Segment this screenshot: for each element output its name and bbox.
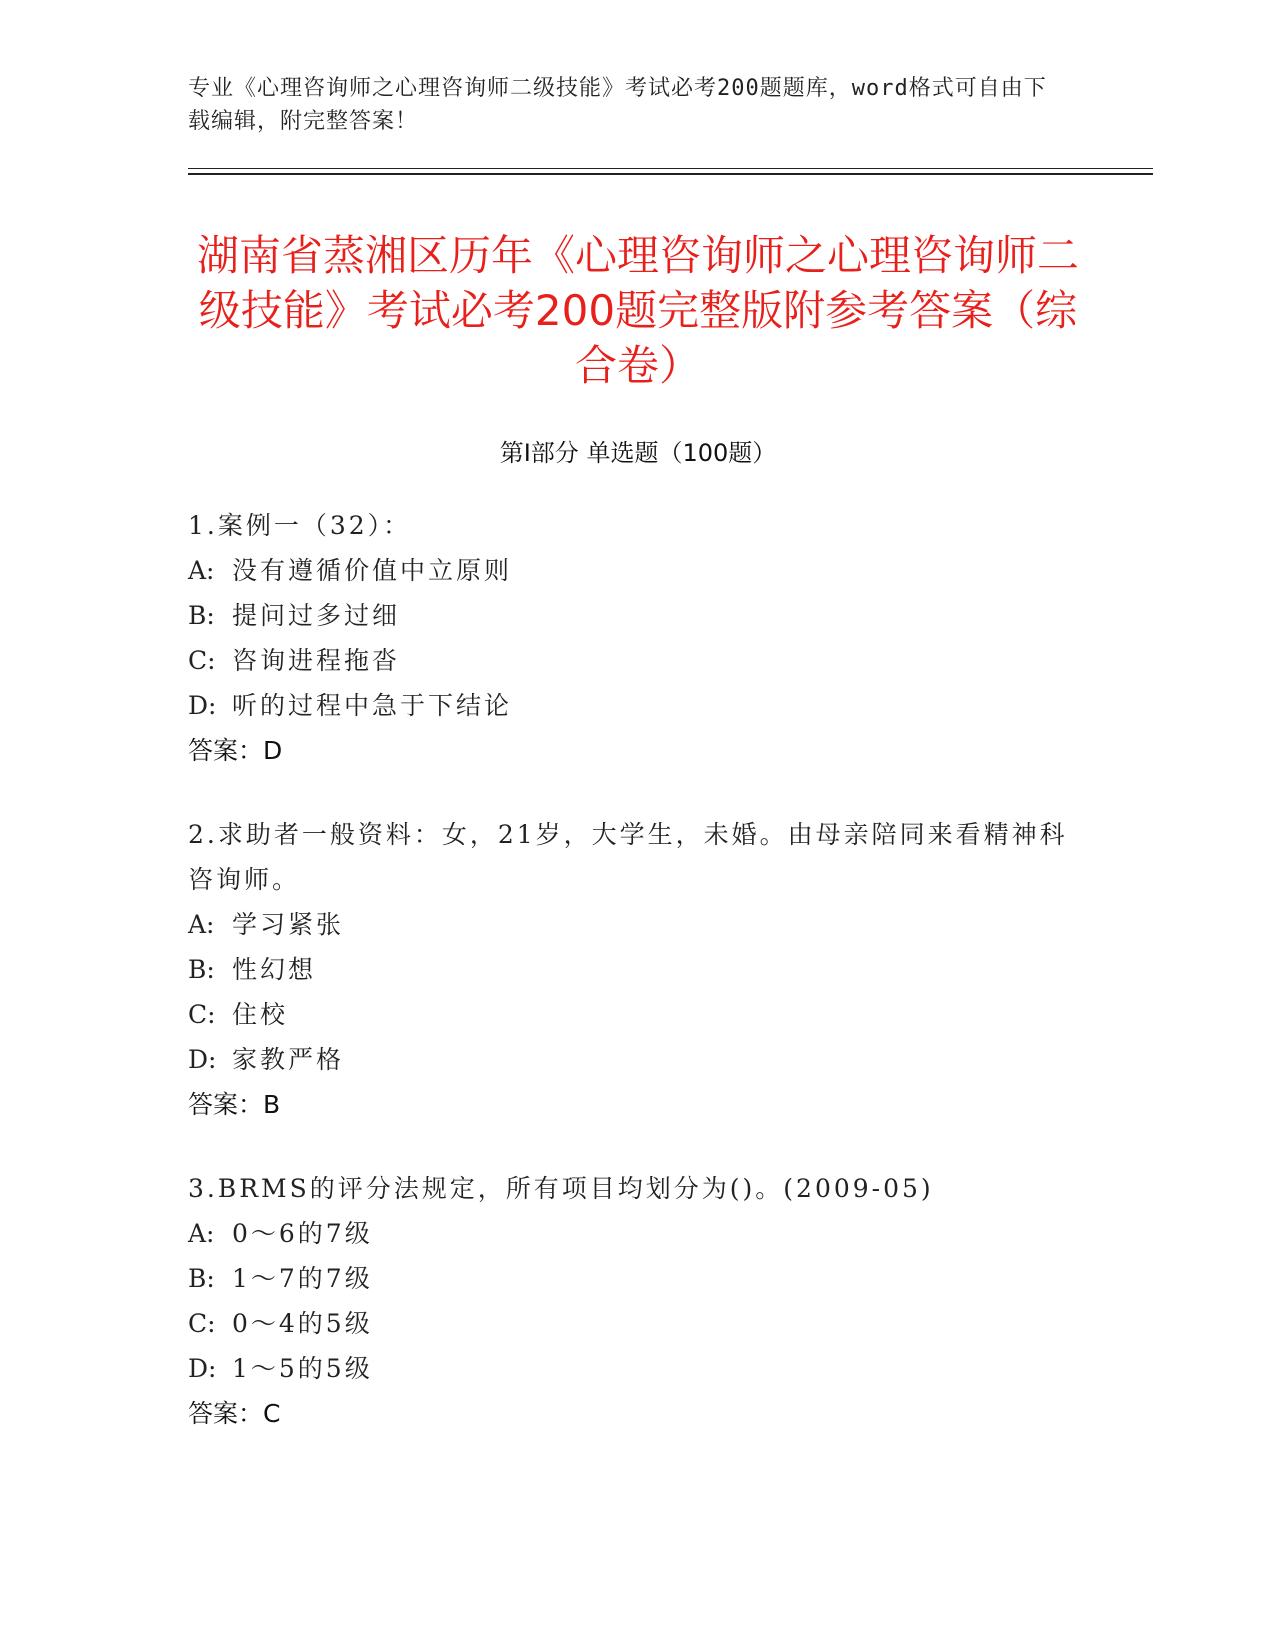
option-letter: D:	[188, 1045, 217, 1074]
option-letter: D:	[188, 1354, 217, 1383]
option-text: 1～7的7级	[232, 1264, 373, 1293]
option-letter: C:	[188, 1309, 216, 1338]
option-letter: C:	[188, 646, 216, 675]
option-text: 家教严格	[232, 1045, 345, 1074]
option-text: 咨询进程拖沓	[232, 646, 401, 675]
option-b	[188, 593, 1088, 638]
option-letter: C:	[188, 1000, 216, 1029]
option-c	[188, 1301, 1088, 1346]
option-letter: B:	[188, 1264, 215, 1293]
question-stem: 1.案例一（32）：	[188, 511, 412, 540]
question-stem: 2.求助者一般资料：女，21岁，大学生，未婚。由母亲陪同来看精神科咨询师。	[188, 820, 1068, 894]
answer-line: 答案：B	[188, 1090, 281, 1119]
option-letter: B:	[188, 601, 215, 630]
option-text: 听的过程中急于下结论	[232, 691, 513, 720]
option-text: 性幻想	[232, 955, 317, 984]
option-text: 提问过多过细	[232, 601, 401, 630]
option-a	[188, 902, 1088, 947]
header-divider-thick	[188, 173, 1153, 175]
option-text: 0～4的5级	[232, 1309, 373, 1338]
option-text: 0～6的7级	[232, 1219, 373, 1248]
option-a	[188, 1211, 1088, 1256]
header-divider-thin	[188, 168, 1153, 169]
option-d	[188, 683, 1088, 728]
option-text: 1～5的5级	[232, 1354, 373, 1383]
option-letter: D:	[188, 691, 217, 720]
option-c	[188, 638, 1088, 683]
option-a	[188, 548, 1088, 593]
option-letter: A:	[188, 910, 215, 939]
header-note: 专业《心理咨询师之心理咨询师二级技能》考试必考200题题库，word格式可自由下载编辑，附完整答案！	[188, 76, 1047, 134]
option-letter: B:	[188, 955, 215, 984]
option-letter: A:	[188, 556, 215, 585]
option-b	[188, 947, 1088, 992]
answer-line: 答案：D	[188, 736, 283, 765]
question-3	[188, 1166, 1088, 1436]
question-stem: 3.BRMS的评分法规定，所有项目均划分为()。(2009-05)	[188, 1174, 934, 1203]
option-c	[188, 992, 1088, 1037]
document-title: 湖南省蒸湘区历年《心理咨询师之心理咨询师二级技能》考试必考200题完整版附参考答案（综合卷）	[196, 231, 1079, 390]
section-title: 第Ⅰ部分 单选题（100题）	[499, 439, 777, 467]
option-d	[188, 1037, 1088, 1082]
option-text: 学习紧张	[232, 910, 345, 939]
question-2	[188, 812, 1088, 1127]
option-text: 住校	[232, 1000, 289, 1029]
option-letter: A:	[188, 1219, 215, 1248]
answer-line: 答案：C	[188, 1399, 281, 1428]
option-text: 没有遵循价值中立原则	[232, 556, 513, 585]
question-1	[188, 503, 1088, 773]
option-b	[188, 1256, 1088, 1301]
option-d	[188, 1346, 1088, 1391]
